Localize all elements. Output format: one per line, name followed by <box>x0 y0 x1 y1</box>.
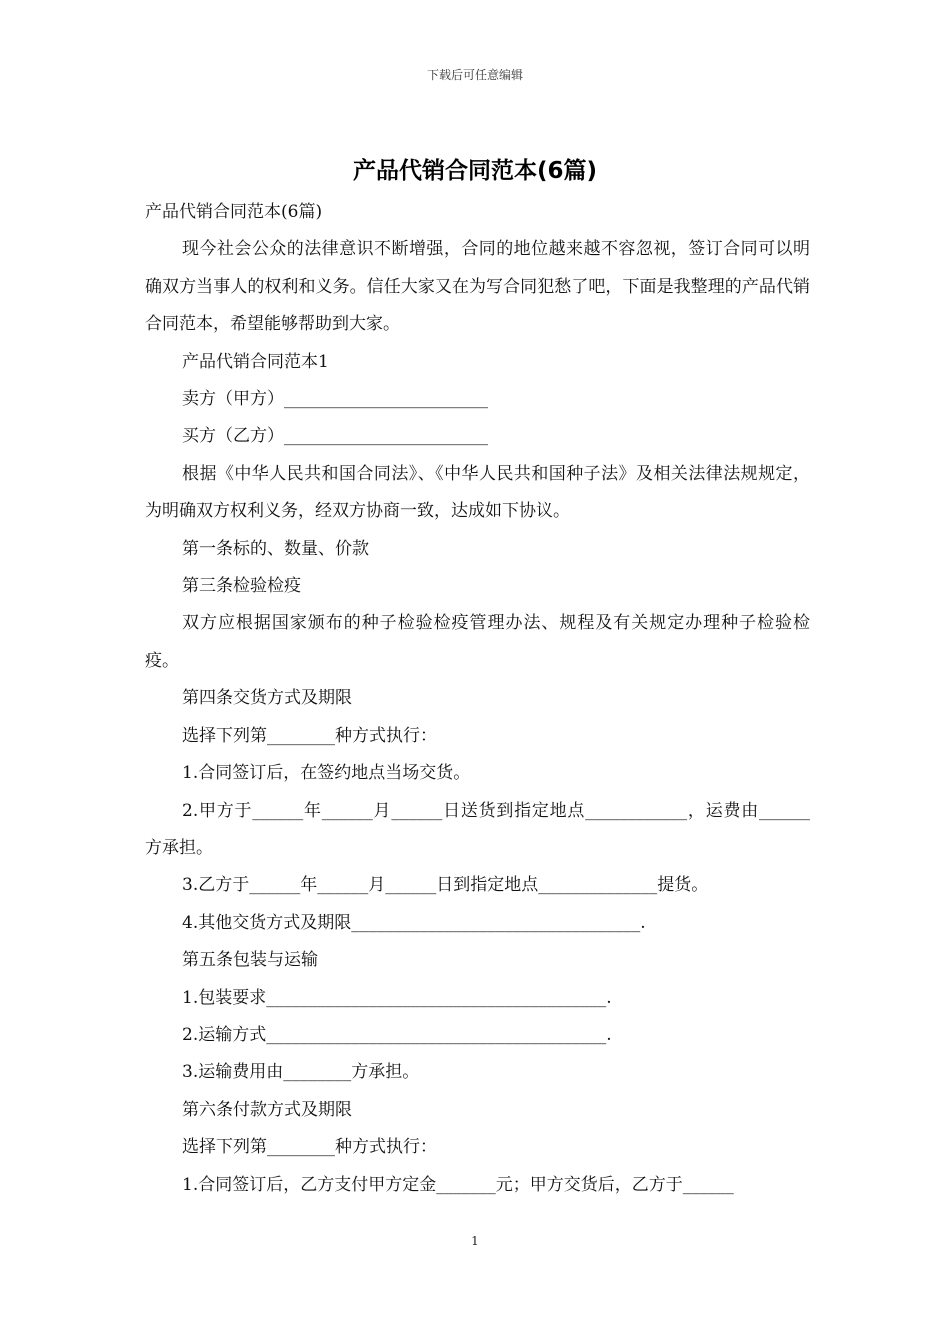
article-4-heading: 第四条交货方式及期限 <box>182 688 352 709</box>
delivery-option-1: 1.合同签订后，在签约地点当场交货。 <box>182 763 471 784</box>
page-number: 1 <box>471 1234 479 1248</box>
payment-option-1: 1.合同签订后，乙方支付甲方定金_______元；甲方交货后，乙方于______ <box>182 1174 734 1195</box>
inspection-paragraph: 双方应根据国家颁布的种子检验检疫管理办法、规程及有关规定办理种子检验检疫。 <box>145 613 810 671</box>
article-1-heading: 第一条标的、数量、价款 <box>182 538 369 559</box>
article-3-heading: 第三条检验检疫 <box>182 576 301 597</box>
choose-method-line: 选择下列第________种方式执行： <box>182 725 437 746</box>
section-heading: 产品代销合同范本1 <box>182 351 329 372</box>
legal-basis-paragraph: 根据《中华人民共和国合同法》、《中华人民共和国种子法》及相关法律法规规定，为明确双方权利义务，经双方协商一致，达成如下协议。 <box>145 463 810 522</box>
seller-line: 卖方（甲方）________________________ <box>182 389 488 410</box>
transport-fee-line: 3.运输费用由________方承担。 <box>182 1062 420 1083</box>
delivery-option-3: 3.乙方于______年______月______日到指定地点______________提货。 <box>182 875 709 896</box>
article-6-heading: 第六条付款方式及期限 <box>182 1099 352 1120</box>
header-note: 下载后可任意编辑 <box>426 68 523 82</box>
packaging-line: 1.包装要求________________________________________. <box>182 987 612 1008</box>
document-body <box>145 194 810 1204</box>
transport-line: 2.运输方式________________________________________. <box>182 1024 612 1045</box>
document-title: 产品代销合同范本(6篇) <box>352 158 598 184</box>
delivery-option-4: 4.其他交货方式及期限__________________________________. <box>182 912 646 933</box>
buyer-line: 买方（乙方）________________________ <box>182 426 488 447</box>
delivery-option-2: 2.甲方于______年______月______日送货到指定地点____________，运费由______方承担。 <box>145 800 810 858</box>
subtitle-line: 产品代销合同范本(6篇) <box>145 202 323 222</box>
intro-paragraph: 现今社会公众的法律意识不断增强，合同的地位越来越不容忽视，签订合同可以明确双方当事人的权利和义务。信任大家又在为写合同犯愁了吧，下面是我整理的产品代销合同范本，希望能够帮助到大家。 <box>145 239 810 335</box>
choose-payment-line: 选择下列第________种方式执行： <box>182 1137 437 1158</box>
article-5-heading: 第五条包装与运输 <box>182 950 318 971</box>
